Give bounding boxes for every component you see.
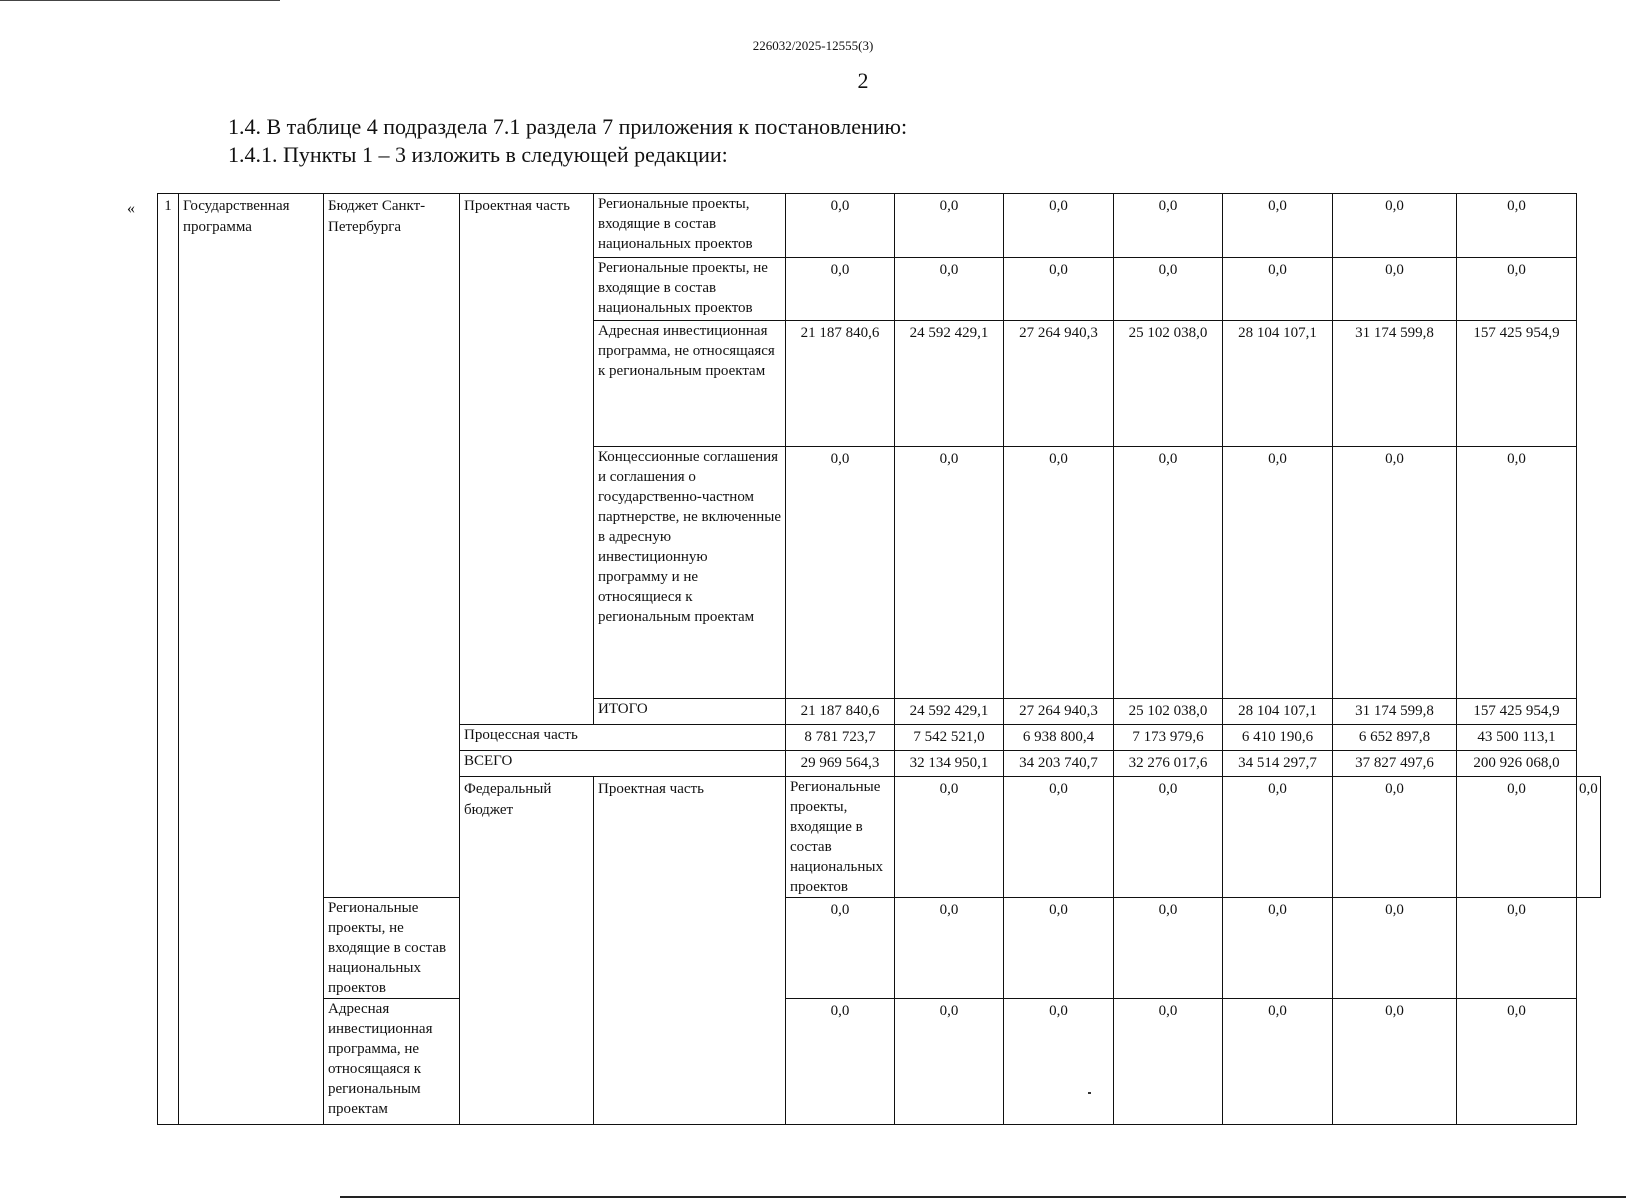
- value-cell: 7 173 979,6: [1114, 725, 1223, 751]
- category-address-investment-program: Адресная инвестиционная программа, не относящаяся к региональным проектам: [324, 999, 460, 1125]
- scan-speck: [1088, 1092, 1091, 1094]
- value-cell: 8 781 723,7: [786, 725, 895, 751]
- value-cell: 0,0: [786, 447, 895, 699]
- value-cell: 0,0: [895, 777, 1004, 898]
- category-national-projects: Региональные проекты, входящие в состав национальных проектов: [594, 194, 786, 258]
- value-cell: 6 652 897,8: [1333, 725, 1457, 751]
- value-cell: 0,0: [1004, 999, 1114, 1125]
- value-cell: 21 187 840,6: [786, 699, 895, 725]
- value-cell: 37 827 497,6: [1333, 751, 1457, 777]
- value-cell: 31 174 599,8: [1333, 699, 1457, 725]
- value-cell: 28 104 107,1: [1223, 699, 1333, 725]
- value-cell: 24 592 429,1: [895, 699, 1004, 725]
- value-cell: 0,0: [1223, 777, 1333, 898]
- value-cell: 28 104 107,1: [1223, 321, 1333, 447]
- value-cell: 0,0: [1114, 777, 1223, 898]
- value-cell: 0,0: [1223, 194, 1333, 258]
- budget-table: [157, 193, 1601, 1125]
- value-cell: 0,0: [1223, 258, 1333, 321]
- value-cell: 24 592 429,1: [895, 321, 1004, 447]
- value-cell: 0,0: [1004, 447, 1114, 699]
- value-cell: 0,0: [1223, 447, 1333, 699]
- value-cell: 0,0: [1114, 194, 1223, 258]
- value-cell: 0,0: [1333, 777, 1457, 898]
- value-cell: 0,0: [1333, 999, 1457, 1125]
- value-cell: 32 276 017,6: [1114, 751, 1223, 777]
- value-cell: 34 203 740,7: [1004, 751, 1114, 777]
- value-cell: 0,0: [786, 898, 895, 999]
- document-number: 226032/2025-12555(3): [752, 38, 874, 53]
- value-cell: 0,0: [895, 194, 1004, 258]
- value-cell: 0,0: [1457, 194, 1577, 258]
- value-cell: 0,0: [1114, 258, 1223, 321]
- value-cell: 31 174 599,8: [1333, 321, 1457, 447]
- value-cell: 25 102 038,0: [1114, 321, 1223, 447]
- value-cell: 0,0: [1114, 999, 1223, 1125]
- project-part-label-federal: Проектная часть: [594, 777, 786, 1125]
- value-cell: 0,0: [1004, 777, 1114, 898]
- project-part-label: Проектная часть: [460, 194, 594, 725]
- value-cell: 0,0: [1457, 447, 1577, 699]
- value-cell: 21 187 840,6: [786, 321, 895, 447]
- value-cell: 0,0: [1114, 898, 1223, 999]
- value-cell: 43 500 113,1: [1457, 725, 1577, 751]
- page-number: 2: [857, 68, 869, 93]
- value-cell: 0,0: [1457, 258, 1577, 321]
- value-cell: 27 264 940,3: [1004, 321, 1114, 447]
- category-itogo: ИТОГО: [594, 699, 786, 725]
- value-cell: 0,0: [1223, 898, 1333, 999]
- program-label: Государственная программа: [179, 194, 324, 1125]
- row-number: 1: [158, 194, 179, 1125]
- value-cell: 0,0: [1004, 898, 1114, 999]
- value-cell: 0,0: [786, 194, 895, 258]
- value-cell: 0,0: [1004, 194, 1114, 258]
- category-non-national-projects: Региональные проекты, не входящие в состав национальных проектов: [324, 898, 460, 999]
- process-part-label: Процессная часть: [460, 725, 786, 751]
- value-cell: 0,0: [1333, 194, 1457, 258]
- category-address-investment-program: Адресная инвестиционная программа, не относящаяся к региональным проектам: [594, 321, 786, 447]
- value-cell: 25 102 038,0: [1114, 699, 1223, 725]
- value-cell: 0,0: [786, 258, 895, 321]
- value-cell: 0,0: [1333, 898, 1457, 999]
- value-cell: 0,0: [1223, 999, 1333, 1125]
- value-cell: 6 938 800,4: [1004, 725, 1114, 751]
- value-cell: 0,0: [1333, 258, 1457, 321]
- value-cell: 200 926 068,0: [1457, 751, 1577, 777]
- table-row: [158, 999, 1601, 1125]
- budget-spb-label: Бюджет Санкт-Петербурга: [324, 194, 460, 898]
- value-cell: 27 264 940,3: [1004, 699, 1114, 725]
- category-non-national-projects: Региональные проекты, не входящие в состав национальных проектов: [594, 258, 786, 321]
- total-all-label: ВСЕГО: [460, 751, 786, 777]
- value-cell: 0,0: [1457, 777, 1577, 898]
- value-cell: 0,0: [1333, 447, 1457, 699]
- value-cell: 0,0: [895, 999, 1004, 1125]
- value-cell: 0,0: [895, 898, 1004, 999]
- table-row: [158, 898, 1601, 999]
- category-concession-agreements: Концессионные соглашения и соглашения о государственно-частном партнерстве, не включенные в адресную инвестиционную программу и не относящиеся к региональным проектам: [594, 447, 786, 699]
- value-cell: 34 514 297,7: [1223, 751, 1333, 777]
- top-rule: [0, 0, 280, 1]
- value-cell: 0,0: [1004, 258, 1114, 321]
- section-heading: 1.4. В таблице 4 подраздела 7.1 раздела 7 приложения к постановлению:: [228, 114, 908, 139]
- value-cell: 0,0: [1114, 447, 1223, 699]
- table-row: [158, 194, 1601, 258]
- value-cell: 0,0: [786, 999, 895, 1125]
- value-cell: 0,0: [1577, 777, 1601, 898]
- value-cell: 7 542 521,0: [895, 725, 1004, 751]
- value-cell: 6 410 190,6: [1223, 725, 1333, 751]
- category-national-projects: Региональные проекты, входящие в состав национальных проектов: [786, 777, 895, 898]
- value-cell: 0,0: [895, 447, 1004, 699]
- value-cell: 157 425 954,9: [1457, 699, 1577, 725]
- value-cell: 157 425 954,9: [1457, 321, 1577, 447]
- subsection-heading: 1.4.1. Пункты 1 – 3 изложить в следующей редакции:: [228, 142, 728, 167]
- value-cell: 0,0: [1457, 898, 1577, 999]
- value-cell: 0,0: [1457, 999, 1577, 1125]
- value-cell: 29 969 564,3: [786, 751, 895, 777]
- budget-federal-label: Федеральный бюджет: [460, 777, 594, 1125]
- value-cell: 32 134 950,1: [895, 751, 1004, 777]
- value-cell: 0,0: [895, 258, 1004, 321]
- opening-quote: «: [127, 200, 135, 217]
- bottom-rule: [340, 1196, 1626, 1198]
